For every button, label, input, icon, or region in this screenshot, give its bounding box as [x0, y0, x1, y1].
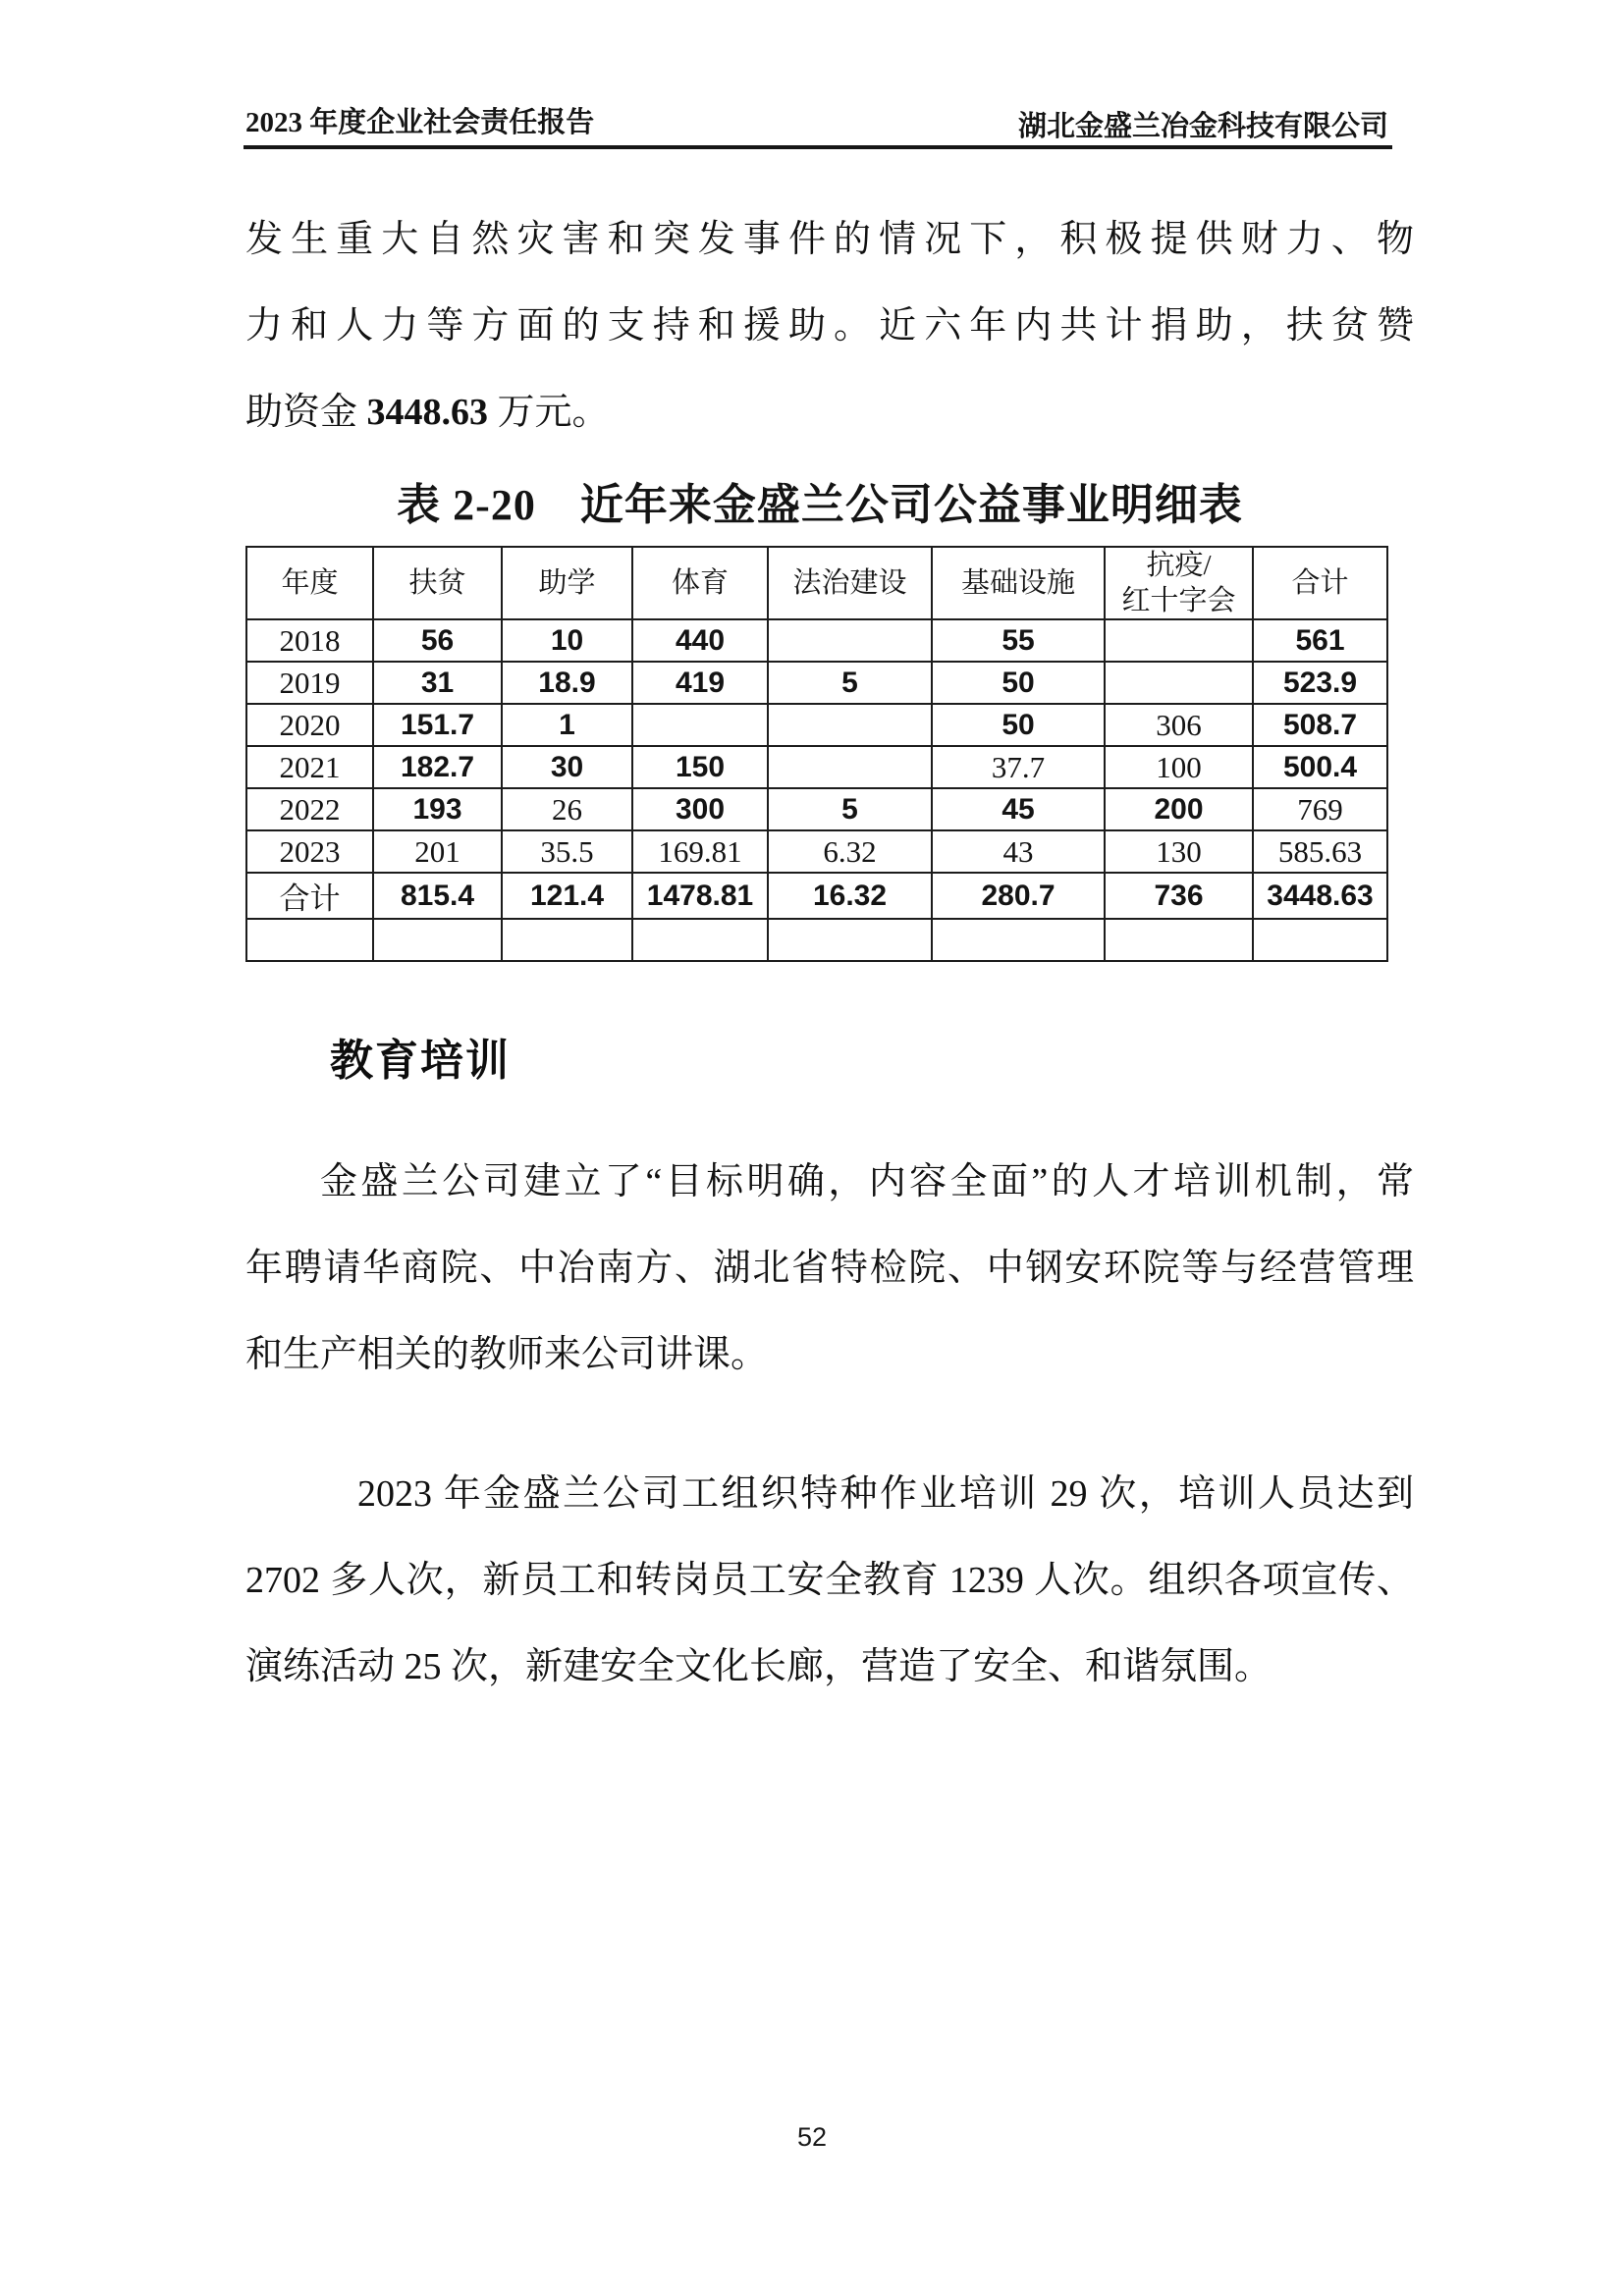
page-header [244, 100, 1392, 149]
value-cell: 6.32 [768, 830, 932, 873]
value-cell: 1 [502, 704, 632, 746]
value-cell: 31 [373, 662, 502, 704]
value-cell: 182.7 [373, 746, 502, 788]
value-cell [768, 746, 932, 788]
table-title: 表 2-20 近年来金盛兰公司公益事业明细表 [397, 481, 1243, 529]
table-row [246, 830, 1387, 873]
value-cell: 3448.63 [1253, 873, 1387, 919]
value-cell: 769 [1253, 788, 1387, 830]
row-label-cell: 2018 [246, 619, 373, 662]
table-row [246, 919, 1387, 961]
text-line: 金盛兰公司建立了“目标明确，内容全面”的人才培训机制，常 [320, 1161, 1414, 1202]
value-cell: 193 [373, 788, 502, 830]
row-label-cell [246, 919, 373, 961]
row-label-cell: 2023 [246, 830, 373, 873]
value-cell: 200 [1105, 788, 1253, 830]
value-cell: 561 [1253, 619, 1387, 662]
column-header: 年度 [246, 547, 373, 619]
row-label-cell: 合计 [246, 873, 373, 919]
row-label-cell: 2022 [246, 788, 373, 830]
charity-detail-table [245, 546, 1388, 962]
value-cell: 5 [768, 662, 932, 704]
value-cell: 56 [373, 619, 502, 662]
text-line: 和生产相关的教师来公司讲课。 [245, 1334, 769, 1375]
table-row [246, 662, 1387, 704]
value-cell [1105, 619, 1253, 662]
paragraph-training-stats [245, 1451, 1414, 1710]
column-header: 体育 [632, 547, 768, 619]
value-cell [768, 919, 932, 961]
value-cell: 10 [502, 619, 632, 662]
row-label-cell: 2020 [246, 704, 373, 746]
text-segment: 万元。 [488, 392, 610, 433]
page-number: 52 [796, 2122, 828, 2152]
value-cell: 30 [502, 746, 632, 788]
paragraph-donation [245, 196, 1414, 455]
table-row [246, 746, 1387, 788]
column-header: 基础设施 [932, 547, 1105, 619]
value-cell [632, 704, 768, 746]
value-cell: 523.9 [1253, 662, 1387, 704]
table-row [246, 704, 1387, 746]
column-header: 合计 [1253, 547, 1387, 619]
bold-number: 3448.63 [366, 392, 489, 433]
table-row [246, 788, 1387, 830]
value-cell [1105, 919, 1253, 961]
value-cell: 5 [768, 788, 932, 830]
value-cell: 121.4 [502, 873, 632, 919]
value-cell [768, 619, 932, 662]
value-cell: 1478.81 [632, 873, 768, 919]
value-cell [502, 919, 632, 961]
value-cell [768, 704, 932, 746]
paragraph-training-mechanism [245, 1139, 1414, 1398]
value-cell: 151.7 [373, 704, 502, 746]
value-cell: 50 [932, 662, 1105, 704]
text-line: 发生重大自然灾害和突发事件的情况下，积极提供财力、物 [245, 219, 1414, 260]
value-cell: 55 [932, 619, 1105, 662]
value-cell: 300 [632, 788, 768, 830]
column-header: 助学 [502, 547, 632, 619]
value-cell: 280.7 [932, 873, 1105, 919]
value-cell: 50 [932, 704, 1105, 746]
text-line: 演练活动 25 次，新建安全文化长廊，营造了安全、和谐氛围。 [245, 1646, 1272, 1687]
value-cell: 150 [632, 746, 768, 788]
value-cell: 815.4 [373, 873, 502, 919]
value-cell: 736 [1105, 873, 1253, 919]
table-header-row [246, 547, 1387, 619]
value-cell: 130 [1105, 830, 1253, 873]
value-cell: 419 [632, 662, 768, 704]
table-row [246, 873, 1387, 919]
header-company-name: 湖北金盛兰冶金科技有限公司 [1017, 111, 1388, 142]
table-body [246, 619, 1387, 961]
value-cell [932, 919, 1105, 961]
text-line [245, 369, 1414, 455]
header-report-title: 2023 年度企业社会责任报告 [245, 107, 595, 138]
value-cell: 100 [1105, 746, 1253, 788]
value-cell: 306 [1105, 704, 1253, 746]
row-label-cell: 2019 [246, 662, 373, 704]
value-cell: 43 [932, 830, 1105, 873]
column-header: 扶贫 [373, 547, 502, 619]
value-cell [373, 919, 502, 961]
value-cell: 440 [632, 619, 768, 662]
value-cell: 16.32 [768, 873, 932, 919]
value-cell: 26 [502, 788, 632, 830]
column-header: 法治建设 [768, 547, 932, 619]
value-cell: 37.7 [932, 746, 1105, 788]
section-heading-education: 教育培训 [330, 1037, 511, 1085]
value-cell: 508.7 [1253, 704, 1387, 746]
value-cell [1253, 919, 1387, 961]
row-label-cell: 2021 [246, 746, 373, 788]
value-cell: 500.4 [1253, 746, 1387, 788]
value-cell: 35.5 [502, 830, 632, 873]
text-line: 2702 多人次，新员工和转岗员工安全教育 1239 人次。组织各项宣传、 [245, 1560, 1414, 1601]
value-cell: 18.9 [502, 662, 632, 704]
value-cell: 169.81 [632, 830, 768, 873]
text-segment: 助资金 [245, 392, 367, 433]
text-line: 力和人力等方面的支持和援助。近六年内共计捐助，扶贫赞 [245, 305, 1414, 347]
text-line: 2023 年金盛兰公司工组织特种作业培训 29 次，培训人员达到 [357, 1473, 1414, 1515]
column-header: 抗疫/ 红十字会 [1105, 547, 1253, 619]
value-cell [632, 919, 768, 961]
table-row [246, 619, 1387, 662]
value-cell: 585.63 [1253, 830, 1387, 873]
text-line: 年聘请华商院、中冶南方、湖北省特检院、中钢安环院等与经营管理 [245, 1248, 1414, 1289]
value-cell: 201 [373, 830, 502, 873]
value-cell [1105, 662, 1253, 704]
value-cell: 45 [932, 788, 1105, 830]
